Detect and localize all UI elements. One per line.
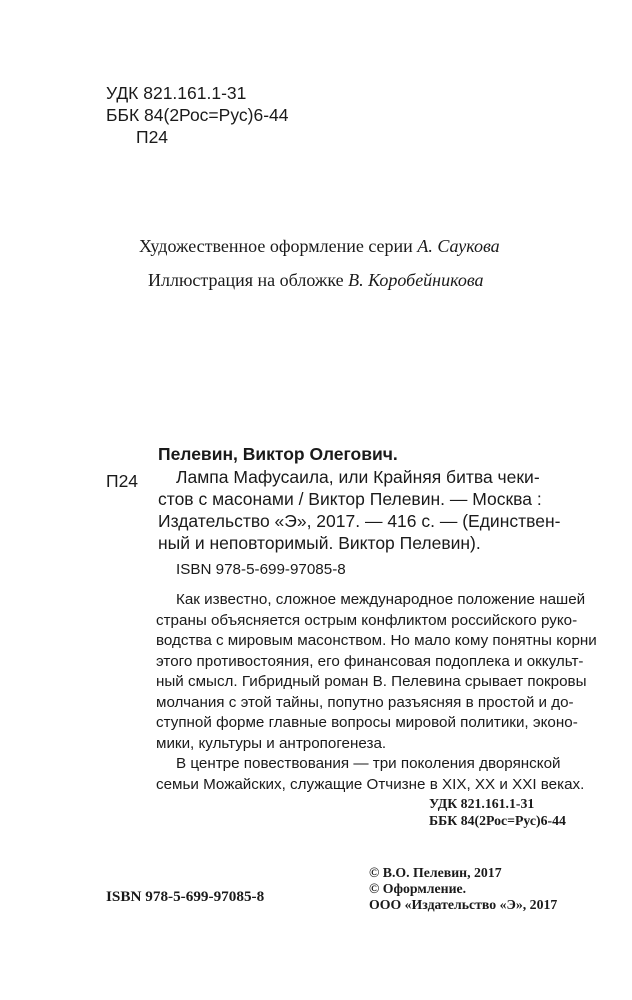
annotation-line: молчания с этой тайны, попутно разъясняя в простой и до- (156, 693, 574, 711)
bib-description-line: Лампа Мафусаила, или Крайняя битва чеки- (176, 467, 540, 487)
header-author-mark: П24 (136, 127, 169, 147)
side-author-mark: П24 (106, 471, 139, 491)
design-credit-prefix: Художественное оформление серии (139, 236, 413, 256)
copyright-publisher: ООО «Издательство «Э», 2017 (369, 897, 558, 912)
annotation-line: семьи Можайских, служащие Отчизне в XIX, XX и XXI веках. (156, 775, 585, 793)
bib-description-line: Издательство «Э», 2017. — 416 с. — (Единствен- (158, 511, 561, 531)
bib-isbn: ISBN 978-5-699-97085-8 (176, 561, 346, 578)
annotation-line: этого противостояния, его финансовая подоплека и оккульт- (156, 652, 584, 670)
annotation-line: ступной форме главные вопросы мировой политики, эконо- (156, 714, 578, 731)
illustration-credit (148, 269, 484, 291)
header-udk: УДК 821.161.1-31 (106, 83, 247, 103)
annotation-line: Как известно, сложное международное положение нашей (176, 591, 586, 608)
header-bbk: ББК 84(2Рос=Рус)6-44 (106, 105, 289, 125)
annotation (156, 590, 597, 795)
bib-description-line: стов с масонами / Виктор Пелевин. — Москва : (158, 489, 542, 509)
copyright-design: © Оформление. (369, 881, 467, 896)
annotation-line: страны объясняется острым конфликтом российского руко- (156, 611, 578, 629)
annotation-line: водства с мировым масонством. Но мало кому понятны корни (156, 632, 597, 649)
footer-bbk: ББК 84(2Рос=Рус)6-44 (429, 813, 566, 828)
illustration-credit-prefix: Иллюстрация на обложке (148, 270, 344, 290)
design-credit (139, 235, 500, 257)
copyright-author: © В.О. Пелевин, 2017 (369, 865, 502, 880)
illustration-credit-name: В. Коробейникова (348, 270, 484, 290)
annotation-line: В центре повествования — три поколения дворянской (176, 755, 561, 772)
design-credit-name: А. Саукова (417, 236, 500, 256)
annotation-line: ный смысл. Гибридный роман В. Пелевина срывает покровы (156, 673, 587, 690)
annotation-line: мики, культуры и антропогенеза. (156, 734, 387, 752)
author-heading: Пелевин, Виктор Олегович. (158, 444, 398, 464)
footer-udk: УДК 821.161.1-31 (429, 796, 535, 811)
bib-description (158, 466, 576, 554)
bib-description-line: ный и неповторимый. Виктор Пелевин). (158, 533, 481, 553)
bottom-isbn: ISBN 978-5-699-97085-8 (106, 888, 265, 905)
